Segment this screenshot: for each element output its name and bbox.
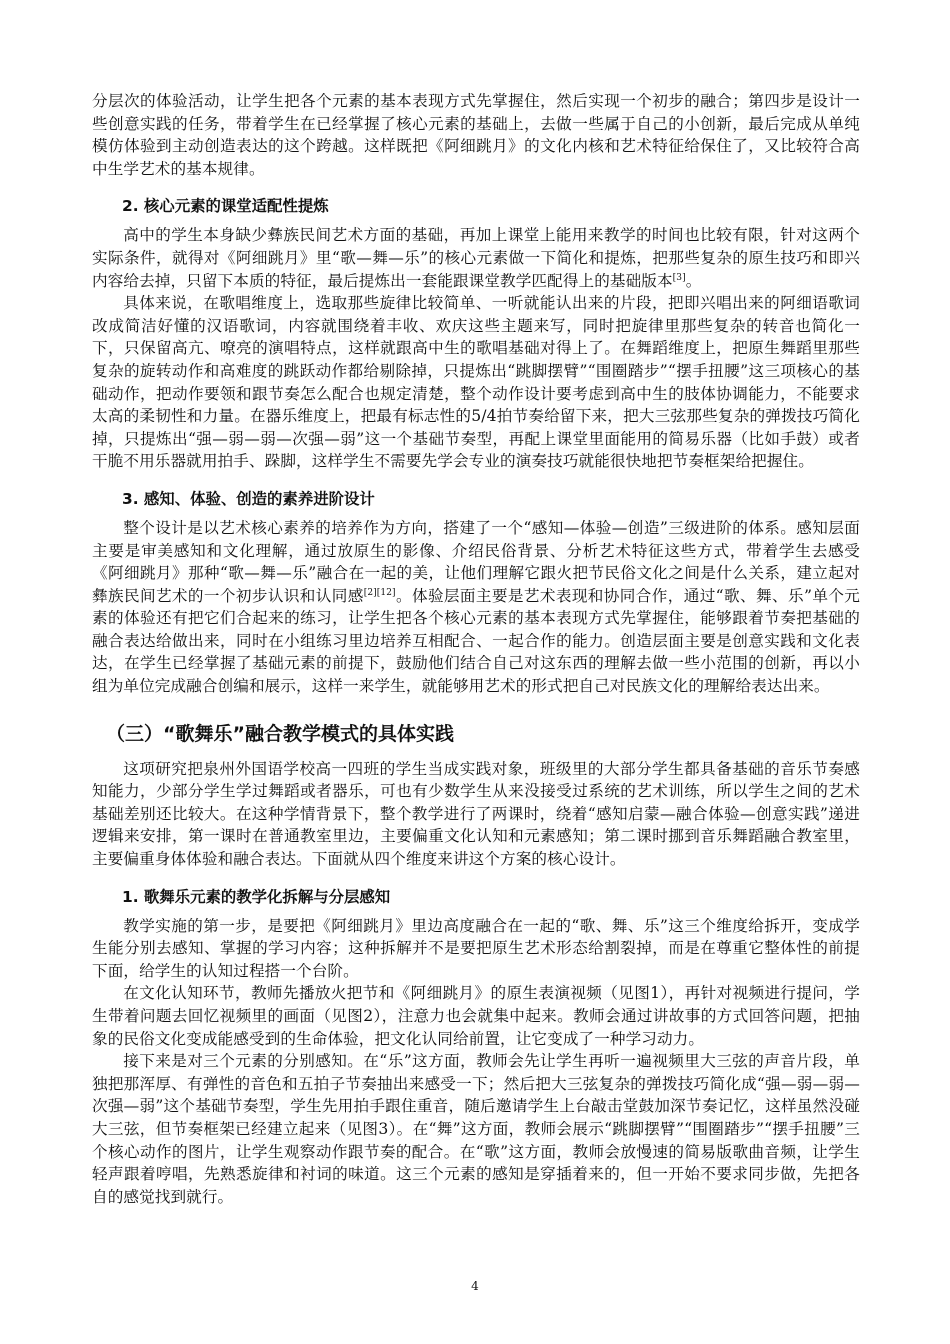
section-heading-practice: （三）“歌舞乐”融合教学模式的具体实践	[106, 722, 454, 745]
document-body	[92, 90, 860, 1208]
paragraph-core-elements-detail	[92, 292, 860, 473]
paragraph-text: 具体来说，在歌唱维度上，选取那些旋律比较简单、一听就能认出来的片段，把即兴唱出来的阿细语歌词改成简洁好懂的汉语歌词，内容就围绕着丰收、欢庆这些主题来写，同时把旋律里那些复杂的转音也简化一下，只保留高亢、嘹亮的演唱特点，这样就跟高中生的歌唱基础对得上了。在舞蹈维度上，把原生舞蹈里那些复杂的旋转动作和高难度的跳跃动作都给剔除掉，只提炼出“跳脚摆臂”“围圈踏步”“摆手扭腰”这三项核心的基础动作，把动作要领和跟节奏怎么配合也规定清楚，整个动作设计要考虑到高中生的肢体协调能力，不能要求太高的柔韧性和力量。在器乐维度上，把最有标志性的5/4拍节奏给留下来，把大三弦那些复杂的弹拨技巧简化掉，只提炼出“强—弱—弱—次强—弱”这一个基础节奏型，再配上课堂里面能用的简易乐器（比如手鼓）或者干脆不用乐器就用拍手、跺脚，这样学生不需要先学会专业的演奏技巧就能很快地把节奏框架给把握住。	[92, 294, 860, 471]
paragraph-cultural-cognition	[92, 982, 860, 1050]
paragraph-text: 接下来是对三个元素的分别感知。在“乐”这方面，教师会先让学生再听一遍视频里大三弦的声音片段，单独把那浑厚、有弹性的音色和五拍子节奏抽出来感受一下；然后把大三弦复杂的弹拨技巧简化成“强—弱—弱—次强—弱”这个基础节奏型，学生先用拍手跟住重音，随后邀请学生上台敲击堂鼓加深节奏记忆，这样虽然没碰大三弦，但节奏框架已经建立起来（见图3）。在“舞”这方面，教师会展示“跳脚摆臂”“围圈踏步”“摆手扭腰”三个核心动作的图片，让学生观察动作跟节奏的配合。在“歌”这方面，教师会放慢速的简易版歌曲音频，让学生轻声跟着哼唱，先熟悉旋律和衬词的味道。这三个元素的感知是穿插着来的，但一开始不要求同步做，先把各自的感觉找到就行。	[92, 1052, 860, 1206]
subheading-core-elements: 2. 核心元素的课堂适配性提炼	[122, 197, 329, 216]
paragraph-text: 高中的学生本身缺少彝族民间艺术方面的基础，再加上课堂上能用来教学的时间也比较有限，针对这两个实际条件，就得对《阿细跳月》里“歌—舞—乐”的核心元素做一下简化和提炼，把那些复杂的原生技巧和即兴内容给去掉，只留下本质的特征，最后提炼出一套能跟课堂教学匹配得上的基础版本	[92, 226, 860, 290]
paragraph-text: 整个设计是以艺术核心素养的培养作为方向，搭建了一个“感知—体验—创造”三级进阶的体系。感知层面主要是审美感知和文化理解，通过放原生的影像、介绍民俗背景、分析艺术特征这些方式，带着学生去感受《阿细跳月》那种“歌—舞—乐”融合在一起的美，让他们理解它跟火把节民俗文化之间是什么关系，建立起对彝族民间艺术的一个初步认识和认同感	[92, 518, 860, 605]
paragraph-text: 。体验层面主要是艺术表现和协同合作，通过“歌、舞、乐”单个元素的体验还有把它们合起来的练习，让学生把各个核心元素的基本表现方式先掌握住，能够跟着节奏把基础的融合表达给做出来，同时在小组练习里边培养互相配合、一起合作的能力。创造层面主要是创意实践和文化表达，在学生已经掌握了基础元素的前提下，鼓励他们结合自己对这东西的理解去做一些小范围的创新，再以小组为单位完成融合创编和展示，这样一来学生，就能够用艺术的形式把自己对民族文化的理解给表达出来。	[92, 586, 860, 696]
paragraph-element-perception	[92, 1050, 860, 1208]
paragraph-core-elements-intro	[92, 224, 860, 292]
paragraph-punct: 。	[685, 271, 702, 290]
paragraph-text: 教学实施的第一步，是要把《阿细跳月》里边高度融合在一起的“歌、舞、乐”这三个维度给拆开，变成学生能分别去感知、掌握的学习内容；这种拆解并不是要把原生艺术形态给割裂掉，而是在尊重它整体性的前提下面，给学生的认知过程搭一个台阶。	[92, 916, 860, 980]
paragraph-text: 这项研究把泉州外国语学校高一四班的学生当成实践对象，班级里的大部分学生都具备基础的音乐节奏感知能力，少部分学生学过舞蹈或者器乐，可也有少数学生从来没接受过系统的艺术训练，所以学生之间的艺术基础差别还比较大。在这种学情背景下，整个教学进行了两课时，绕着“感知启蒙—融合体验—创意实践”递进逻辑来安排，第一课时在普通教室里边，主要偏重文化认知和元素感知；第二课时挪到音乐舞蹈融合教室里，主要偏重身体体验和融合表达。下面就从四个维度来讲这个方案的核心设计。	[92, 759, 860, 869]
citation: [2][12]	[363, 587, 396, 598]
paragraph-text: 在文化认知环节，教师先播放火把节和《阿细跳月》的原生表演视频（见图1），再针对视频进行提问，学生带着问题去回忆视频里的画面（见图2），注意力也会就集中起来。教师会通过讲故事的方式回答问题，把抽象的民俗文化变成能感受到的生命体验，把文化认同给前置，让它变成了一种学习动力。	[92, 984, 860, 1048]
paragraph-text: 分层次的体验活动，让学生把各个元素的基本表现方式先掌握住，然后实现一个初步的融合；第四步是设计一些创意实践的任务，带着学生在已经掌握了核心元素的基础上，去做一些属于自己的小创新，最后完成从单纯模仿体验到主动创造表达的这个跨越。这样既把《阿细跳月》的文化内核和艺术特征给保住了，又比较符合高中生学艺术的基本规律。	[92, 92, 860, 178]
subheading-element-decomposition: 1. 歌舞乐元素的教学化拆解与分层感知	[122, 887, 391, 906]
paragraph-literacy-progression	[92, 517, 860, 698]
paragraph-decomposition-intro	[92, 915, 860, 983]
paragraph-practice-intro	[92, 758, 860, 871]
subheading-literacy-progression: 3. 感知、体验、创造的素养进阶设计	[122, 489, 375, 508]
page-number: 4	[471, 1279, 479, 1293]
paragraph-continuation	[92, 90, 860, 180]
citation: [3]	[672, 272, 686, 283]
